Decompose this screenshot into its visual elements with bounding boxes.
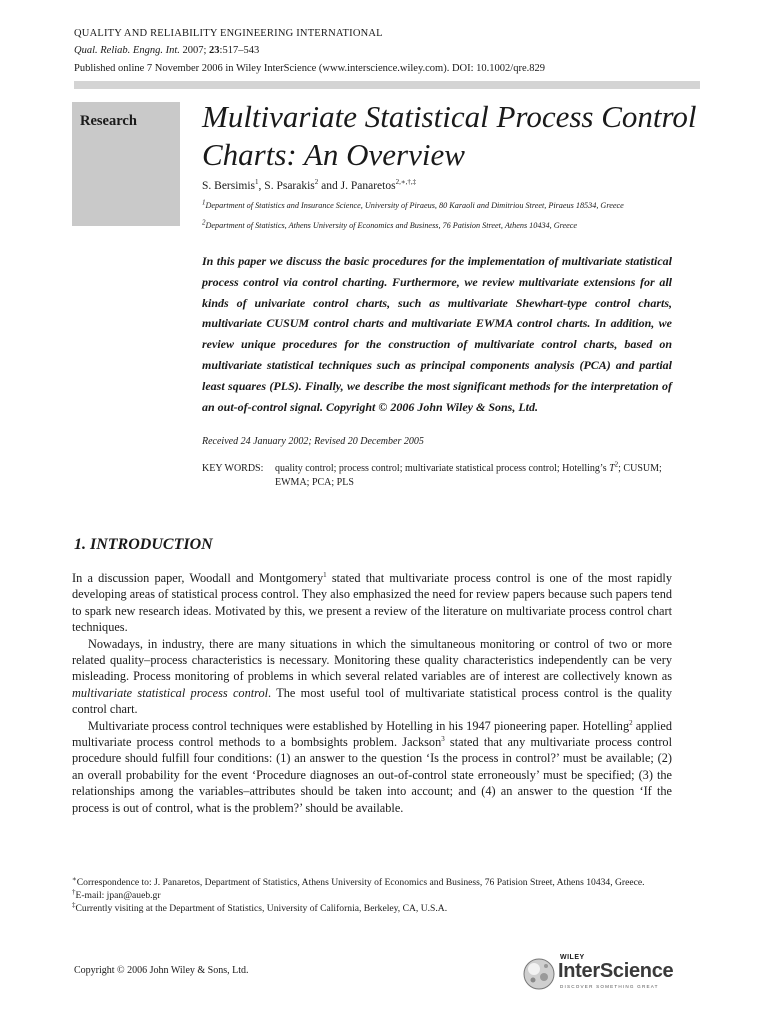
footnote-mark: ‡ <box>72 900 76 909</box>
logo-wiley: WILEY <box>560 954 585 961</box>
affiliation-text: Department of Statistics and Insurance Science, University of Piraeus, 80 Karaoli and Dimitriou Street, Piraeus 18534, Greece <box>205 201 624 210</box>
footnote <box>72 902 672 915</box>
keywords-part: quality control; process control; multivariate statistical process control; Hotelling’s <box>275 463 610 474</box>
header-rule <box>74 81 700 89</box>
footnote-text: Currently visiting at the Department of Statistics, University of California, Berkeley, CA, U.S.A. <box>75 903 448 914</box>
affiliation-mark: 2 <box>202 218 206 227</box>
paragraph-text: Nowadays, in industry, there are many situations in which the simultaneous monitoring or control of two or more related quality–process characteristics is necessary. Monitoring these quality characteristics independently can be very misleading. Process monitoring of problems in which several related variables are of interest are collectively known as <box>72 636 672 684</box>
affiliation <box>202 200 642 211</box>
footnote-text: Correspondence to: J. Panaretos, Department of Statistics, Athens University of Economics and Business, 76 Patision Street, Athens 10434, Greece. <box>76 877 645 888</box>
affiliation <box>202 220 642 231</box>
logo-name: InterScience <box>558 960 674 982</box>
paragraph <box>72 636 672 718</box>
section-heading: 1. INTRODUCTION <box>74 536 213 553</box>
citation-volume: 23 <box>209 45 220 56</box>
author-affil-mark: 2 <box>314 178 319 187</box>
keywords-symbol-sup: 2 <box>614 460 619 469</box>
paragraph-text: In a discussion paper, Woodall and Montgomery <box>72 571 324 585</box>
footnote-text: E-mail: jpan@aueb.gr <box>75 890 161 901</box>
footnote-mark: ∗ <box>72 874 77 883</box>
author-separator: , <box>258 180 265 192</box>
citation-journal: Qual. Reliab. Engng. Int. <box>74 45 180 56</box>
journal-name: QUALITY AND RELIABILITY ENGINEERING INTERNATIONAL <box>74 28 383 39</box>
reference-mark: 2 <box>629 718 633 727</box>
keywords <box>202 462 672 490</box>
keywords-symbol: T <box>609 463 615 474</box>
paragraph-text: . The most useful tool of multivariate statistical process control is the quality control chart. <box>72 685 672 717</box>
paragraph-text: Multivariate process control techniques were established by Hotelling in his 1947 pioneering paper. Hotelling <box>88 718 630 733</box>
author-name: J. Panaretos <box>340 180 396 192</box>
paragraph-text: stated that multivariate process control is one of the most rapidly developing areas of statistical process control. They also emphasized the need for review papers because such papers tend to spark new research ideas. Motivated by this, we present a review of the literature on multivariate process control chart techniques. <box>72 571 673 635</box>
category-label: Research <box>80 113 137 129</box>
footnote <box>72 889 672 902</box>
published-line: Published online 7 November 2006 in Wiley InterScience (www.interscience.wiley.com). DOI: 10.1002/qre.829 <box>74 63 545 74</box>
citation-line <box>74 45 259 56</box>
author-name: S. Psarakis <box>264 180 315 192</box>
emphasis-text: multivariate statistical process control <box>72 685 269 700</box>
paragraph-text: applied multivariate process control methods to a bombsights problem. Jackson <box>72 718 672 750</box>
footnote <box>72 876 672 889</box>
paragraph <box>72 718 672 816</box>
author-separator: and <box>318 180 341 192</box>
paragraph-text: stated that any multivariate process control procedure should fulfill four conditions: (1) an answer to the question ‘Is the process in control?’ must be available; (2) an overall probability for the event ‘Procedure diagnoses an out-of-control state erroneously’ must be specified; (3) the relationships among the variables–attributes should be taken into account; and (4) an answer to the question ‘If the process is out of control, what is the problem?’ should be available. <box>72 735 672 815</box>
citation-year: 2007; <box>182 45 207 56</box>
paper-title: Multivariate Statistical Process Control Charts: An Overview <box>202 99 697 172</box>
reference-mark: 3 <box>441 734 445 743</box>
received-dates: Received 24 January 2002; Revised 20 December 2005 <box>202 436 424 447</box>
body-text <box>72 570 672 816</box>
interscience-logo <box>522 954 682 994</box>
author-line <box>202 180 416 192</box>
keywords-text <box>275 462 672 490</box>
abstract: In this paper we discuss the basic procedures for the implementation of multivariate statistical process control via control charting. Furthermore, we review multivariate extensions for all kinds of univariate control charts, such as multivariate Shewhart-type control charts, multivariate CUSUM control charts and multivariate EWMA control charts. In addition, we review unique procedures for the construction of multivariate control charts, based on multivariate statistical techniques such as principal components analysis (PCA) and partial least squares (PLS). Finally, we describe the most significant methods for the interpretation of an out-of-control signal. Copyright © 2006 John Wiley & Sons, Ltd. <box>202 254 672 414</box>
paragraph <box>72 570 672 636</box>
keywords-part: ; CUSUM; EWMA; PCA; PLS <box>275 463 662 488</box>
affiliation-text: Department of Statistics, Athens University of Economics and Business, 76 Patision Street, Athens 10434, Greece <box>205 221 578 230</box>
affiliation-mark: 1 <box>202 198 206 207</box>
reference-mark: 1 <box>323 570 327 579</box>
globe-icon <box>522 957 556 991</box>
author-affil-mark: 1 <box>255 178 259 187</box>
footnote-mark: † <box>72 887 76 896</box>
author-name: S. Bersimis <box>202 180 256 192</box>
author-affil-mark: 2,∗,†,‡ <box>395 178 417 187</box>
copyright: Copyright © 2006 John Wiley & Sons, Ltd. <box>74 965 249 976</box>
citation-pages: :517–543 <box>219 45 260 56</box>
logo-tagline: DISCOVER SOMETHING GREAT <box>560 984 659 989</box>
keywords-label: KEY WORDS: <box>202 463 264 474</box>
footnotes <box>72 876 672 915</box>
